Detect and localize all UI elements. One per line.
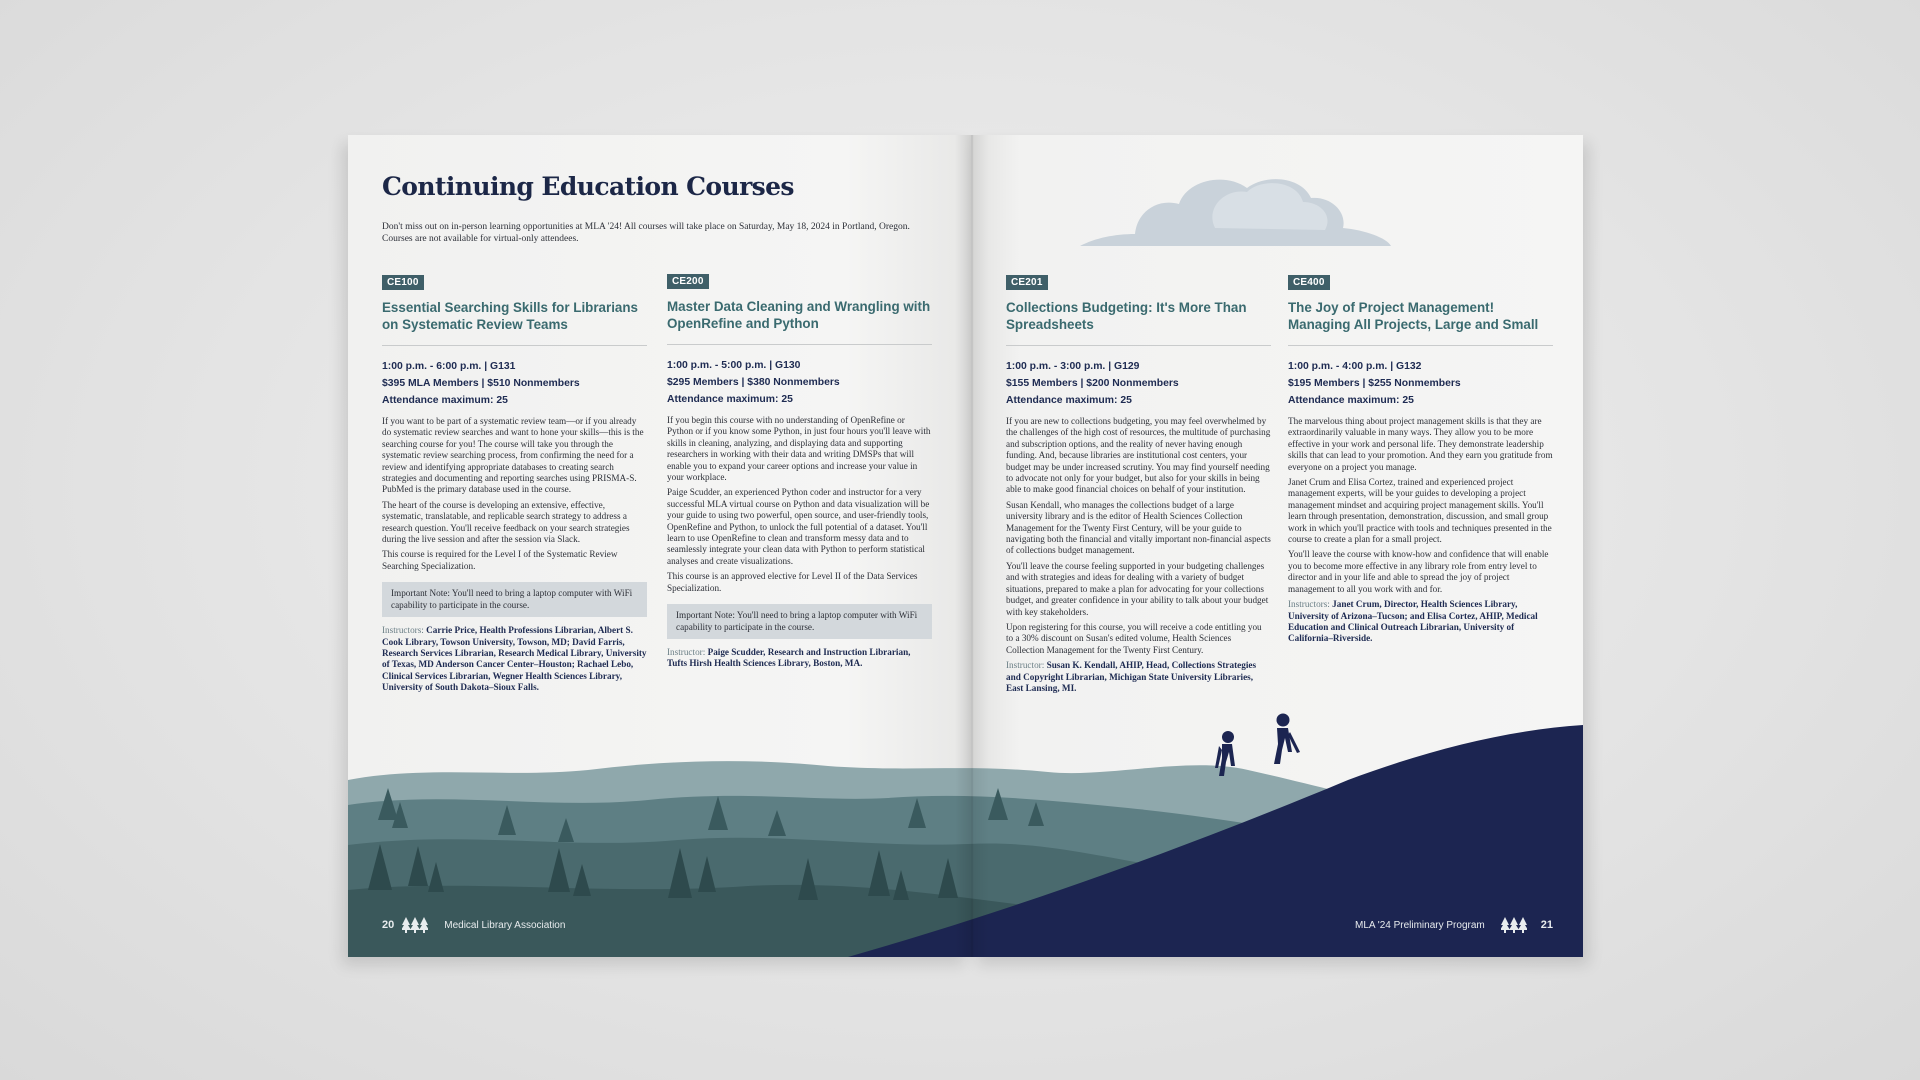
page-number: 21 (1540, 919, 1553, 931)
course-code-badge: CE100 (382, 275, 424, 290)
right-footer (1355, 917, 1553, 933)
course-ce400 (1288, 272, 1553, 645)
course-description: If you begin this course with no understanding of OpenRefine or Python or if you know some Python, in just four hours you'll leave with skills in cleaning, analyzing, and displaying data and supporting researchers in working with their data and writing DMSPs that will enable you to expand your career options and increase your value in your workplace. (667, 415, 931, 483)
course-attendance: Attendance maximum: 25 (1006, 395, 1132, 406)
course-description: This course is required for the Level I of the Systematic Review Searching Specialization. (382, 549, 618, 571)
course-description: This course is an approved elective for Level II of the Data Services Specialization. (667, 571, 918, 593)
instructors-label: Instructors: (1288, 599, 1330, 610)
course-title: The Joy of Project Management! Managing All Projects, Large and Small (1288, 299, 1553, 346)
course-description: Susan Kendall, who manages the collections budget of a large university library and is the editor of Health Sciences Collection Management for the Twenty First Century, will be your guide to navigating both the financial and vitally important non-financial aspects of collections budget management. (1006, 499, 1271, 556)
footer-label: MLA '24 Preliminary Program (1355, 919, 1485, 931)
pine-trees-icon (1501, 917, 1527, 933)
course-description: If you are new to collections budgeting, you may feel overwhelmed by the challenges of the high cost of resources, the multitude of purchasing and subscription options, and the reality of never having enough funding. And, because libraries are institutional cost centers, your budget may be under increased scrutiny. You may find yourself needing to advocate not only for your budget, but also for your skills in being able to make good financial choices on behalf of your institution. (1006, 416, 1271, 495)
left-footer (382, 917, 565, 933)
course-ce100 (382, 272, 647, 694)
course-description: You'll leave the course with know-how and confidence that will enable you to become more effective in any library role from entry level to director and in your life and able to spread the joy of project management to all you work with and for. (1288, 549, 1549, 594)
course-description: Upon registering for this course, you will receive a code entitling you to a 30% discount on Susan's edited volume, Health Sciences Collection Management for the Twenty First Century. (1006, 621, 1262, 655)
cloud-illustration (1075, 168, 1395, 253)
course-time: 1:00 p.m. - 4:00 p.m. | G132 (1288, 361, 1422, 372)
important-note: Important Note: You'll need to bring a laptop computer with WiFi capability to participate in the course. (667, 604, 932, 639)
course-ce200 (667, 271, 932, 670)
footer-label: Medical Library Association (444, 919, 566, 931)
important-note: Important Note: You'll need to bring a laptop computer with WiFi capability to participate in the course. (382, 582, 647, 617)
pine-trees-icon (402, 917, 428, 933)
course-code-badge: CE201 (1006, 275, 1048, 290)
course-description: The heart of the course is developing an extensive, effective, systematic, translatable, and replicable search strategy to address a research question. You'll receive feedback on your search strategies during the live session and after the session via Slack. (382, 499, 630, 545)
course-time: 1:00 p.m. - 5:00 p.m. | G130 (667, 360, 801, 371)
course-description: Paige Scudder, an experienced Python coder and instructor for a very successful MLA virtual course on Python and data visualization will be your guide to using two powerful, open source, and user-friendly tools, OpenRefine and Python, to unlock the full potential of a dataset. You'll learn to use OpenRefine to clean and transform messy data and to seamlessly integrate your clean data with Python to perform statistical analyses and create visualizations. (667, 487, 930, 566)
instructors-names: Susan K. Kendall, AHIP, Head, Collections Strategies and Copyright Librarian, Michigan State University Libraries, East Lansing, MI. (1006, 660, 1257, 693)
instructors-label: Instructors: (382, 625, 424, 636)
page-number: 20 (382, 919, 395, 931)
course-time: 1:00 p.m. - 3:00 p.m. | G129 (1006, 361, 1140, 372)
course-price: $155 Members | $200 Nonmembers (1006, 378, 1179, 389)
instructors-names: Paige Scudder, Research and Instruction Librarian, Tufts Hirsh Health Sciences Library, Boston, MA. (667, 646, 911, 669)
course-code-badge: CE400 (1288, 275, 1330, 290)
instructors-label: Instructor: (667, 646, 706, 657)
course-attendance: Attendance maximum: 25 (1288, 395, 1414, 406)
course-ce201 (1006, 272, 1271, 694)
course-description: You'll leave the course feeling supported in your budgeting challenges and with strategies and ideas for dealing with a variety of budget situations, prepared to make a plan for advocating for your collections budget, and greater confidence in your ability to talk about your budget with key stakeholders. (1006, 560, 1269, 617)
course-price: $295 Members | $380 Nonmembers (667, 377, 840, 388)
intro-text: Don't miss out on in-person learning opportunities at MLA '24! All courses will take place on Saturday, May 18, 2024 in Portland, Oregon. Courses are not available for virtual-only attendees. (382, 222, 910, 244)
instructors-names: Carrie Price, Health Professions Librarian, Albert S. Cook Library, Towson University, Towson, MD; David Farris, Research Services Librarian, Research Medical Library, University of Texas, MD Anderson Cancer Center–Houston; Rachael Lebo, Clinical Services Librarian, Wegner Health Sciences Library, University of South Dakota–Sioux Falls. (382, 625, 647, 693)
course-title: Essential Searching Skills for Librarians on Systematic Review Teams (382, 299, 647, 346)
page-title: Continuing Education Courses (382, 172, 794, 201)
course-price: $395 MLA Members | $510 Nonmembers (382, 378, 580, 389)
course-title: Master Data Cleaning and Wrangling with OpenRefine and Python (667, 298, 932, 345)
course-time: 1:00 p.m. - 6:00 p.m. | G131 (382, 361, 516, 372)
course-attendance: Attendance maximum: 25 (382, 395, 508, 406)
instructors-names: Janet Crum, Director, Health Sciences Library, University of Arizona–Tucson; and Elisa Cortez, AHIP, Medical Education and Clinical Outreach Librarian, University of California–Riverside. (1288, 599, 1538, 644)
landscape-illustration (348, 660, 1583, 957)
course-code-badge: CE200 (667, 274, 709, 289)
course-title: Collections Budgeting: It's More Than Spreadsheets (1006, 299, 1271, 346)
course-description: If you want to be part of a systematic review team—or if you already do systematic review searches and want to hone your skills—this is the searching course for you! The course will take you through the systematic review searching process, from confirming the need for a review and identifying appropriate databases to creating search strategies and documenting and reporting searches using PRISMA-S. PubMed is the primary database used in the course. (382, 416, 644, 495)
instructors-label: Instructor: (1006, 660, 1045, 671)
course-attendance: Attendance maximum: 25 (667, 394, 793, 405)
course-price: $195 Members | $255 Nonmembers (1288, 378, 1461, 389)
course-description: Janet Crum and Elisa Cortez, trained and experienced project management experts, will be your guides to developing a project management mindset and acquiring project management skills. You'll learn through presentation, demonstration, discussion, and small group work in which you'll practice with tools and techniques presented in the course to create a plan for a small project. (1288, 477, 1552, 545)
course-description: The marvelous thing about project management skills is that they are extraordinarily valuable in many ways. They allow you to be more effective in your work and personal life. They demonstrate leadership skills that can lead to your promotion. And they earn you gratitude from everyone on a project you manage. (1288, 416, 1553, 472)
